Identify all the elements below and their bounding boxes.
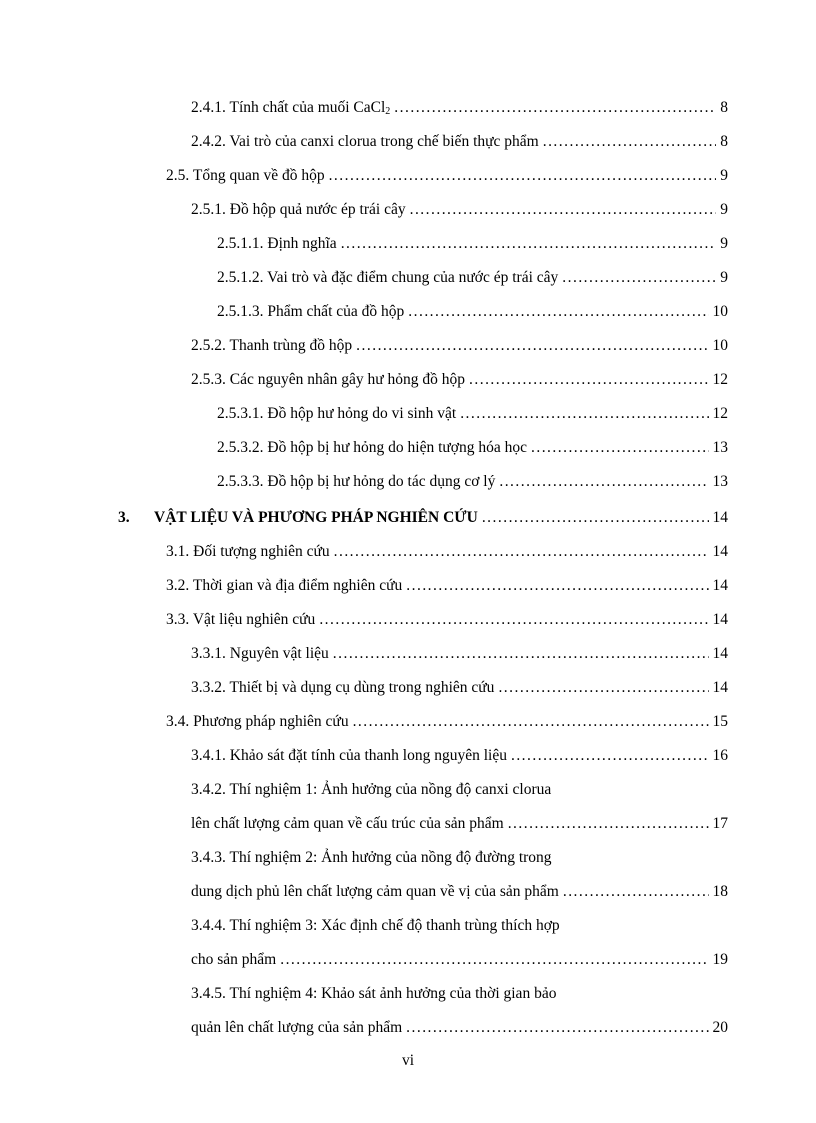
toc-entry-title: cho sản phẩm [191,951,277,968]
toc-entry[interactable] [217,266,728,290]
toc-page-number: 12 [712,405,728,422]
toc-entry[interactable] [166,608,728,632]
toc-page-number: 8 [720,99,728,116]
toc-page-number: 14 [712,577,728,594]
toc-entry-first-line[interactable]: 3.4.3. Thí nghiệm 2: Ảnh hưởng của nồng độ đường trong [191,849,552,866]
toc-page-number: 16 [712,747,728,764]
toc-entry[interactable] [191,642,728,666]
toc-entry-title: dung dịch phủ lên chất lượng cảm quan về vị của sản phẩm [191,883,559,900]
toc-page-number: 13 [712,439,728,456]
toc-leader-dots [410,198,717,222]
toc-page-number: 14 [712,543,728,560]
toc-entry-title: 2.5.2. Thanh trùng đồ hộp [191,337,353,354]
toc-page-number: 9 [720,201,728,218]
toc-page-number: 17 [712,815,728,832]
toc-entry-title: 2.4.1. Tính chất của muối CaCl$_2$ [191,99,391,117]
toc-entry[interactable] [191,676,728,700]
toc-page-number: 9 [720,235,728,252]
toc-entry-title: 3.4.1. Khảo sát đặt tính của thanh long nguyên liệu [191,747,507,764]
toc-entry-title: 2.5.3.2. Đồ hộp bị hư hỏng do hiện tượng hóa học [217,439,527,456]
toc-entry[interactable] [166,164,728,188]
toc-page-number: 14 [712,645,728,662]
toc-leader-dots [329,164,717,188]
toc-entry-title: 2.5.3. Các nguyên nhân gây hư hỏng đồ hộp [191,371,466,388]
toc-leader-dots [319,608,708,632]
toc-page-number: 10 [712,337,728,354]
toc-page-number: 12 [712,371,728,388]
chapter-number: 3. [118,509,130,526]
toc-leader-dots [469,368,708,392]
toc-leader-dots [353,710,709,734]
toc-page-number: 20 [712,1019,728,1036]
toc-entry[interactable] [191,96,728,120]
toc-entry[interactable] [217,402,728,426]
toc-entry[interactable] [166,710,728,734]
toc-leader-dots [341,232,717,256]
toc-entry[interactable] [166,540,728,564]
toc-leader-dots [543,130,717,154]
toc-entry-title: 2.5.1.1. Định nghĩa [217,235,337,252]
toc-leader-dots [511,744,709,768]
toc-entry-continuation[interactable] [191,880,728,904]
toc-entry[interactable] [191,130,728,154]
toc-entry-title: 3.1. Đối tượng nghiên cứu [166,543,330,560]
toc-entry-title: 2.5.3.1. Đồ hộp hư hỏng do vi sinh vật [217,405,457,422]
toc-entry[interactable] [166,574,728,598]
toc-entry[interactable] [217,300,728,324]
toc-entry-title: lên chất lượng cảm quan về cấu trúc của sản phẩm [191,815,504,832]
toc-leader-dots [406,1016,708,1040]
toc-leader-dots [406,574,708,598]
toc-entry-title: 3.4. Phương pháp nghiên cứu [166,713,349,730]
toc-page-number: 14 [712,611,728,628]
toc-entry-title: 2.5.1. Đồ hộp quả nước ép trái cây [191,201,406,218]
toc-leader-dots [356,334,708,358]
toc-entry[interactable] [191,368,728,392]
toc-entry-first-line[interactable]: 3.4.4. Thí nghiệm 3: Xác định chế độ thanh trùng thích hợp [191,917,560,934]
toc-page-number: 14 [712,679,728,696]
toc-entry-title: 2.5.3.3. Đồ hộp bị hư hỏng do tác dụng cơ lý [217,473,496,490]
page-footer-number: vi [401,1052,415,1069]
toc-entry-title: 2.5.1.3. Phẩm chất của đồ hộp [217,303,405,320]
toc-leader-dots [508,812,709,836]
toc-leader-dots [333,642,709,666]
toc-entry[interactable] [191,334,728,358]
toc-entry-title: 3. VẬT LIỆU VÀ PHƯƠNG PHÁP NGHIÊN CỨU [118,506,478,530]
toc-leader-dots [394,96,716,120]
toc-leader-dots [563,880,709,904]
toc-chapter-entry[interactable] [118,506,728,530]
toc-entry-title: 3.3.1. Nguyên vật liệu [191,645,329,662]
toc-page-number: 10 [712,303,728,320]
toc-page-number: 18 [712,883,728,900]
toc-entry-title: 2.5. Tổng quan về đồ hộp [166,167,325,184]
toc-entry[interactable] [191,198,728,222]
toc-entry-continuation[interactable] [191,812,728,836]
toc-entry[interactable] [217,470,728,494]
toc-leader-dots [499,470,708,494]
toc-leader-dots [498,676,708,700]
toc-page-number: 9 [720,167,728,184]
toc-entry-title: 3.3. Vật liệu nghiên cứu [166,611,316,628]
toc-entry-title: 3.3.2. Thiết bị và dụng cụ dùng trong nghiên cứu [191,679,495,696]
toc-entry-title: 2.5.1.2. Vai trò và đặc điểm chung của nước ép trái cây [217,269,559,286]
toc-leader-dots [531,436,709,460]
toc-page-number: 14 [712,509,728,526]
toc-entry-title: quản lên chất lượng của sản phẩm [191,1019,403,1036]
toc-page-number: 9 [720,269,728,286]
toc-entry-continuation[interactable] [191,948,728,972]
toc-entry-continuation[interactable] [191,1016,728,1040]
toc-leader-dots [280,948,708,972]
toc-entry-title: 3.2. Thời gian và địa điểm nghiên cứu [166,577,403,594]
toc-page-number: 8 [720,133,728,150]
toc-page-number: 13 [712,473,728,490]
toc-entry[interactable] [191,744,728,768]
toc-entry-title: 2.4.2. Vai trò của canxi clorua trong chế biến thực phẩm [191,133,539,150]
toc-page-number: 19 [712,951,728,968]
toc-leader-dots [562,266,716,290]
toc-entry-first-line[interactable]: 3.4.2. Thí nghiệm 1: Ảnh hưởng của nồng độ canxi clorua [191,781,552,798]
toc-leader-dots [408,300,708,324]
toc-entry[interactable] [217,232,728,256]
toc-leader-dots [334,540,709,564]
toc-entry-first-line[interactable]: 3.4.5. Thí nghiệm 4: Khảo sát ảnh hưởng của thời gian bảo [191,985,557,1002]
toc-page-number: 15 [712,713,728,730]
toc-entry[interactable] [217,436,728,460]
toc-leader-dots [482,506,709,530]
toc-leader-dots [460,402,708,426]
